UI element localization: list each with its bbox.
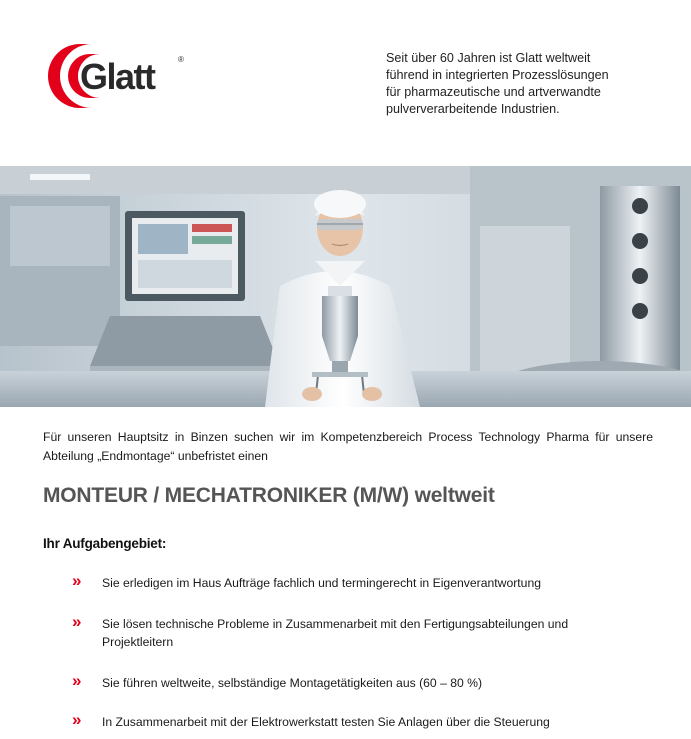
tagline-line: Seit über 60 Jahren ist Glatt weltweit [386, 51, 591, 65]
bullet-chevron-icon: » [72, 612, 82, 631]
bullet-chevron-icon: » [72, 671, 82, 690]
section-title: Ihr Aufgabengebiet: [43, 536, 167, 551]
hero-photo [0, 166, 691, 407]
bullet-chevron-icon: » [72, 571, 82, 590]
glatt-logo-icon [40, 40, 190, 112]
task-text [102, 615, 622, 651]
page-header [0, 0, 691, 166]
task-text [102, 674, 622, 692]
task-line: Projektleitern [102, 635, 174, 649]
intro-line: Abteilung „Endmontage“ unbefristet einen [43, 449, 268, 463]
logo-wordmark: Glatt [80, 56, 155, 97]
technician-photo-icon [0, 166, 691, 407]
intro-text [43, 428, 653, 466]
task-text [102, 713, 622, 731]
task-line: Sie lösen technische Probleme in Zusammenarbeit mit den Fertigungsabteilungen und [102, 617, 569, 631]
task-line: Sie erledigen im Haus Aufträge fachlich und termingerecht in Eigenverantwortung [102, 576, 541, 590]
task-line: In Zusammenarbeit mit der Elektrowerkstatt testen Sie Anlagen über die Steuerung [102, 715, 550, 729]
task-line: Sie führen weltweite, selbständige Montagetätigkeiten aus (60 – 80 %) [102, 676, 483, 690]
intro-line: Für unseren Hauptsitz in Binzen suchen wir im Kompetenzbereich Process Technology Pharma für unsere [43, 430, 653, 444]
company-tagline [386, 50, 676, 118]
logo-registered-mark: ® [178, 55, 184, 64]
task-text [102, 574, 622, 592]
job-title: MONTEUR / MECHATRONIKER (M/W) weltweit [43, 484, 495, 507]
bullet-chevron-icon: » [72, 710, 82, 729]
tagline-line: pulververarbeitende Industrien. [386, 102, 560, 116]
glatt-logo [40, 40, 190, 112]
tagline-line: führend in integrierten Prozesslösungen [386, 68, 609, 82]
tagline-line: für pharmazeutische und artverwandte [386, 85, 601, 99]
